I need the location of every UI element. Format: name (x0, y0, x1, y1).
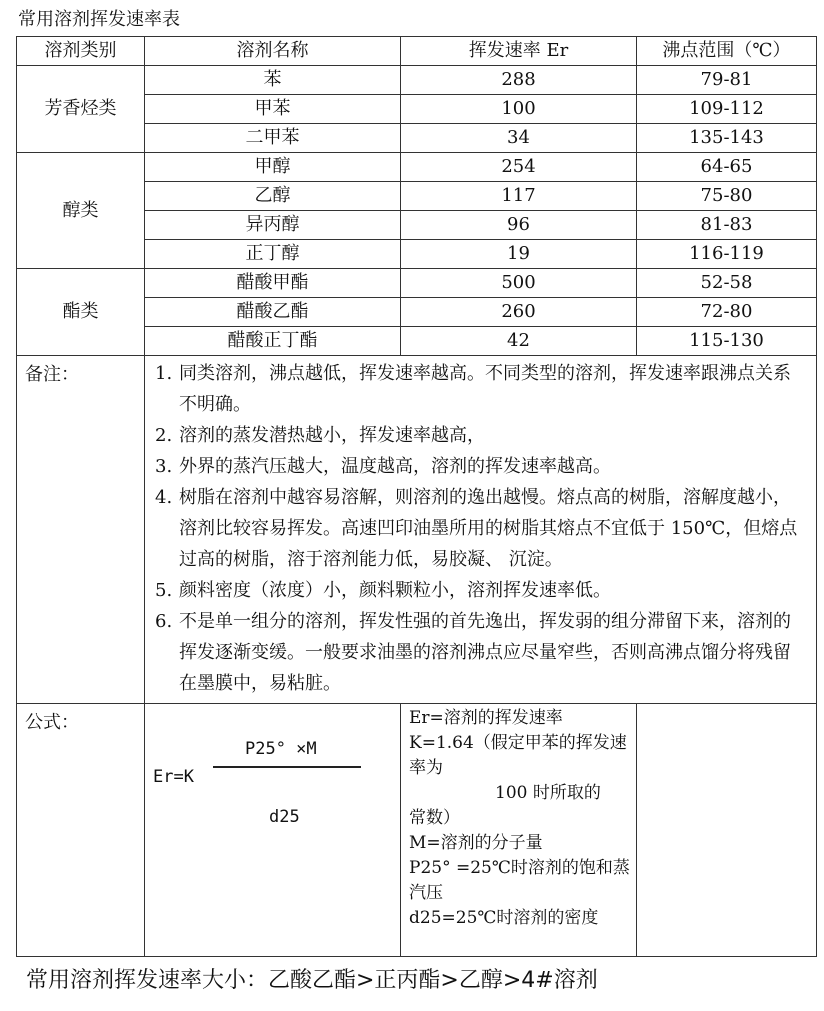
solvent-name: 苯 (145, 66, 401, 95)
note-number: 3. (155, 456, 173, 477)
note-text: 溶剂的蒸发潜热越小，挥发速率越高， (179, 425, 485, 446)
note-text: 同类溶剂，沸点越低，挥发速率越高。不同类型的溶剂，挥发速率跟沸点关系不明确。 (179, 363, 791, 415)
boiling-range: 64-65 (637, 153, 817, 182)
header-rate: 挥发速率 Er (401, 37, 637, 66)
note-number: 6. (155, 611, 173, 632)
formula-lhs: Er=K (153, 767, 194, 787)
evaporation-rate: 42 (401, 327, 637, 356)
evaporation-rate: 288 (401, 66, 637, 95)
boiling-range: 75-80 (637, 182, 817, 211)
notes-label: 备注： (17, 356, 145, 704)
evaporation-rate: 254 (401, 153, 637, 182)
cell-divider (636, 874, 637, 956)
evaporation-rate: 19 (401, 240, 637, 269)
note-item (155, 482, 808, 575)
table-header-row (17, 37, 817, 66)
formula-expression (145, 704, 401, 957)
solvent-name: 二甲苯 (145, 124, 401, 153)
page-title: 常用溶剂挥发速率表 (18, 9, 180, 30)
boiling-range: 72-80 (637, 298, 817, 327)
formula-label: 公式： (17, 704, 145, 957)
note-number: 1. (155, 363, 173, 384)
boiling-range: 116-119 (637, 240, 817, 269)
header-name: 溶剂名称 (145, 37, 401, 66)
note-item (155, 451, 808, 482)
formula-numerator: P25° ×M (245, 739, 317, 759)
note-number: 5. (155, 580, 173, 601)
note-item (155, 358, 808, 420)
boiling-range: 135-143 (637, 124, 817, 153)
empty-cell (637, 704, 817, 957)
table-row (17, 66, 817, 95)
definition-p: P25° =25℃时溶剂的饱和蒸汽压 (409, 858, 630, 903)
definition-k-cont: 100 时所取的 (495, 783, 601, 803)
cell-divider (636, 704, 637, 844)
formula-row (17, 704, 817, 957)
formula-definitions (401, 704, 637, 957)
solvent-name: 乙醇 (145, 182, 401, 211)
category-cell: 醇类 (17, 153, 145, 269)
definition-m: M=溶剂的分子量 (409, 833, 543, 853)
boiling-range: 52-58 (637, 269, 817, 298)
note-text: 外界的蒸汽压越大，温度越高，溶剂的挥发速率越高。 (179, 456, 611, 477)
note-item (155, 575, 808, 606)
note-number: 2. (155, 425, 173, 446)
evaporation-rate: 96 (401, 211, 637, 240)
solvent-name: 醋酸正丁酯 (145, 327, 401, 356)
solvent-name: 异丙醇 (145, 211, 401, 240)
evaporation-rate: 34 (401, 124, 637, 153)
note-text: 颜料密度（浓度）小，颜料颗粒小，溶剂挥发速率低。 (179, 580, 611, 601)
evaporation-rate: 260 (401, 298, 637, 327)
definition-k-end: 常数） (409, 808, 460, 828)
fraction-bar (213, 766, 361, 768)
boiling-range: 79-81 (637, 66, 817, 95)
note-text: 不是单一组分的溶剂，挥发性强的首先逸出，挥发弱的组分滞留下来，溶剂的挥发逐渐变缓。一般要求油墨的溶剂沸点应尽量窄些，否则高沸点馏分将残留在墨膜中，易粘脏。 (179, 611, 791, 694)
note-text: 树脂在溶剂中越容易溶解，则溶剂的逸出越慢。熔点高的树脂，溶解度越小，溶剂比较容易挥发。高速凹印油墨所用的树脂其熔点不宜低于 150℃，但熔点过高的树脂，溶于溶剂能力低，易胶凝、 沉淀。 (179, 487, 798, 570)
table-row (17, 153, 817, 182)
boiling-range: 109-112 (637, 95, 817, 124)
solvent-name: 甲醇 (145, 153, 401, 182)
category-cell: 芳香烃类 (17, 66, 145, 153)
footer-note: 常用溶剂挥发速率大小：乙酸乙酯>正丙酯>乙醇>4#溶剂 (26, 968, 598, 993)
header-category: 溶剂类别 (17, 37, 145, 66)
header-boiling-point: 沸点范围（℃） (637, 37, 817, 66)
definition-d: d25=25℃时溶剂的密度 (409, 908, 599, 928)
evaporation-rate: 100 (401, 95, 637, 124)
formula-denominator: d25 (269, 807, 300, 827)
note-item (155, 606, 808, 699)
notes-content (145, 356, 817, 704)
note-number: 4. (155, 487, 173, 508)
solvent-table (16, 36, 817, 957)
note-item (155, 420, 808, 451)
solvent-name: 正丁醇 (145, 240, 401, 269)
notes-row (17, 356, 817, 704)
solvent-name: 醋酸乙酯 (145, 298, 401, 327)
boiling-range: 81-83 (637, 211, 817, 240)
solvent-name: 醋酸甲酯 (145, 269, 401, 298)
table-row (17, 269, 817, 298)
definition-er: Er=溶剂的挥发速率 (409, 708, 563, 728)
evaporation-rate: 117 (401, 182, 637, 211)
evaporation-rate: 500 (401, 269, 637, 298)
solvent-name: 甲苯 (145, 95, 401, 124)
definition-k: K=1.64（假定甲苯的挥发速率为 (409, 733, 627, 778)
boiling-range: 115-130 (637, 327, 817, 356)
category-cell: 酯类 (17, 269, 145, 356)
